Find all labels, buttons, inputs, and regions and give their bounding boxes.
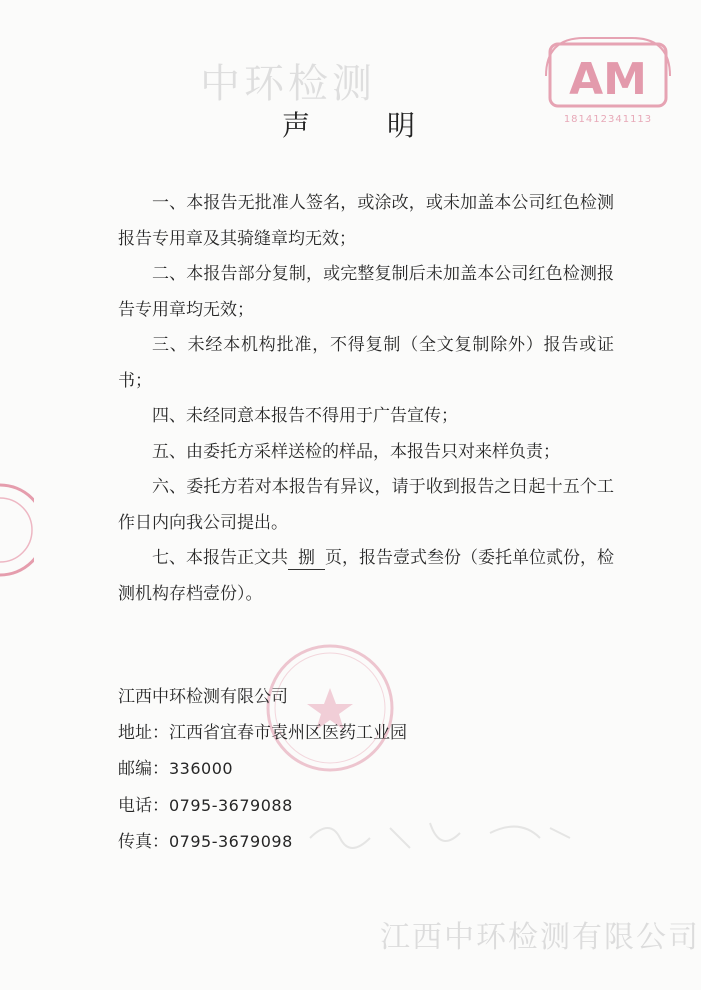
page-count-blank: 捌 [288, 547, 325, 570]
statement-item-6: 六、委托方若对本报告有异议，请于收到报告之日起十五个工作日内向我公司提出。 [118, 477, 614, 533]
statement-item-7 [118, 541, 614, 612]
phone-value: 0795-3679088 [169, 795, 293, 815]
show-through-footer: 江西中环检测有限公司 [380, 920, 700, 955]
item7-suffix: 页，报告壹式叁份（委托单位贰份，检测机构存档壹份）。 [118, 548, 614, 604]
statement-list [118, 186, 614, 612]
address-label: 地址： [118, 722, 169, 743]
am-logo-number: 181412341113 [563, 114, 653, 125]
company-info [118, 680, 407, 861]
fax-value: 0795-3679098 [169, 832, 293, 851]
company-address [118, 716, 407, 752]
company-phone [118, 788, 407, 825]
company-fax [118, 824, 407, 861]
page-title: 声 明 [282, 109, 449, 142]
am-logo-letters: AM [569, 54, 647, 105]
postcode-label: 邮编： [118, 759, 169, 779]
statement-item-1: 一、本报告无批准人签名，或涂改，或未加盖本公司红色检测报告专用章及其骑缝章均无效； [118, 193, 614, 249]
statement-item-2: 二、本报告部分复制，或完整复制后未加盖本公司红色检测报告专用章均无效； [118, 264, 614, 320]
fax-label: 传真： [118, 832, 169, 852]
company-name: 江西中环检测有限公司 [118, 687, 288, 707]
statement-item-3: 三、未经本机构批准，不得复制（全文复制除外）报告或证书； [118, 335, 614, 391]
item7-prefix: 七、本报告正文共 [152, 548, 288, 568]
company-postcode [118, 751, 407, 788]
statement-item-5: 五、由委托方采样送检的样品，本报告只对来样负责； [152, 441, 560, 462]
postcode-value: 336000 [169, 759, 234, 778]
address-value: 江西省宜春市袁州区医药工业园 [169, 722, 407, 743]
phone-label: 电话： [118, 795, 169, 816]
show-through-header: 中环检测 [200, 61, 376, 107]
statement-item-4: 四、未经同意本报告不得用于广告宣传； [152, 406, 458, 426]
seam-stamp [0, 480, 34, 580]
